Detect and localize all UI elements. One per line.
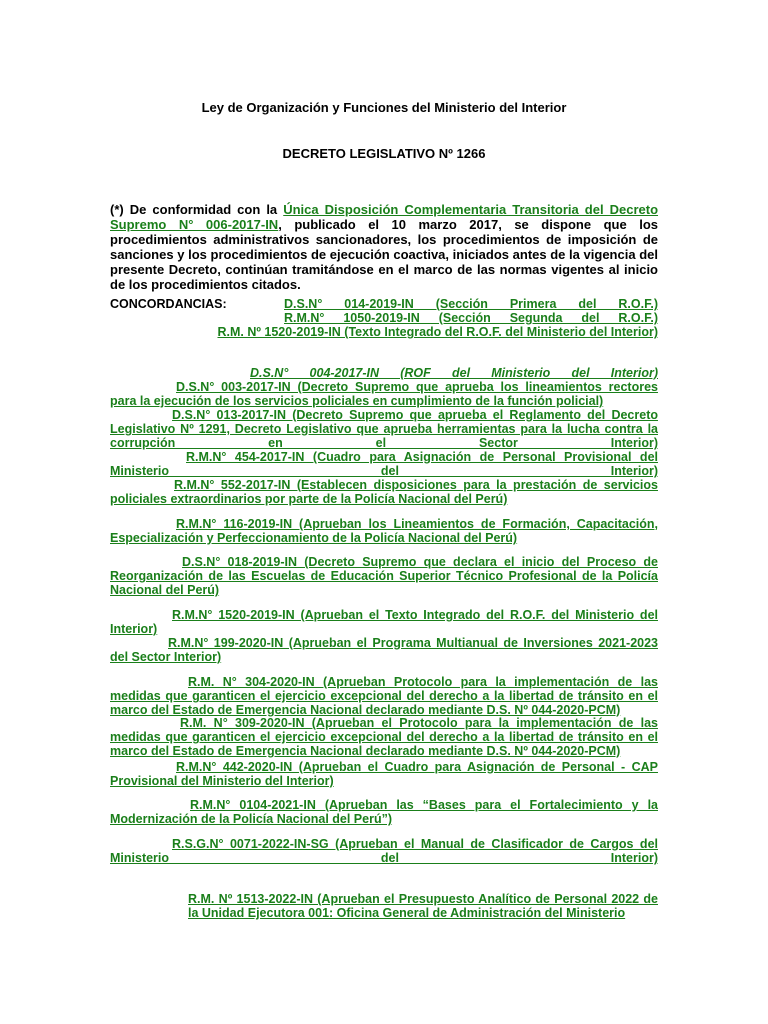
ref-link[interactable]: D.S.N° 013-2017-IN (Decreto Supremo que aprueba el Reglamento del Decreto Legislativo Nº 1291, Decreto Legislativo que aprueba herramientas para la lucha contra la corrupción en el Sector Interior) xyxy=(110,408,658,450)
ref-item xyxy=(110,380,658,408)
ref-item xyxy=(110,798,658,826)
ref-item xyxy=(110,675,658,717)
ref-item xyxy=(110,408,658,450)
ref-link[interactable]: D.S.N° 004-2017-IN (ROF del Ministerio del Interior) xyxy=(250,366,658,380)
ref-item xyxy=(110,517,658,545)
ref-item xyxy=(110,636,658,664)
note-link[interactable]: Única Disposición Complementaria Transitoria del Decreto Supremo N° 006-2017-IN xyxy=(110,202,659,232)
ref-link[interactable]: R.S.G.N° 0071-2022-IN-SG (Aprueban el Manual de Clasificador de Cargos del Ministerio del Interior) xyxy=(110,837,658,865)
ref-link[interactable]: R.M.N° 442-2020-IN (Aprueban el Cuadro para Asignación de Personal - CAP Provisional del Ministerio del Interior) xyxy=(110,760,658,788)
ref-link[interactable]: R.M.N° 116-2019-IN (Aprueban los Lineamientos de Formación, Capacitación, Especialización y Perfeccionamiento de la Policía Nacional del Perú) xyxy=(110,517,658,545)
note-suffix: , publicado el 10 marzo 2017, se dispone que los procedimientos administrativos sancionadores, los procedimientos de imposición de sanciones y los procedimientos de ejecución coactiva, iniciados antes de la vigencia del presente Decreto, continúan tramitándose en el marco de las normas vigentes al inicio de los procedimientos citados. xyxy=(110,217,658,292)
ref-item xyxy=(110,366,658,380)
concordancia-link[interactable]: R.M. Nº 1520-2019-IN (Texto Integrado del R.O.F. del Ministerio del Interior) xyxy=(217,325,658,339)
ref-link[interactable]: R.M.N° 199-2020-IN (Aprueban el Programa Multianual de Inversiones 2021-2023 del Sector Interior) xyxy=(110,636,658,664)
law-title: Ley de Organización y Funciones del Ministerio del Interior xyxy=(201,100,567,115)
ref-link[interactable]: R.M. N° 309-2020-IN (Aprueban el Protocolo para la implementación de las medidas que garanticen el ejercicio excepcional del derecho a la libertad de tránsito en el marco del Estado de Emergencia Nacional declarado mediante D.S. Nº 044-2020-PCM) xyxy=(110,716,658,758)
ref-link[interactable]: R.M.N° 454-2017-IN (Cuadro para Asignación de Personal Provisional del Ministerio del Interior) xyxy=(110,450,658,478)
ref-link[interactable]: D.S.N° 003-2017-IN (Decreto Supremo que aprueba los lineamientos rectores para la ejecución de los servicios policiales en cumplimiento de la función policial) xyxy=(110,380,658,408)
concordancia-link[interactable]: D.S.N° 014-2019-IN (Sección Primera del R.O.F.) xyxy=(284,297,658,311)
ref-item xyxy=(110,716,658,758)
ref-item xyxy=(110,478,658,506)
ref-item xyxy=(110,760,658,788)
ref-item xyxy=(110,892,658,920)
ref-link[interactable]: R.M. Nº 1513-2022-IN (Aprueban el Presupuesto Analítico de Personal 2022 de la Unidad Ejecutora 001: Oficina General de Administración del Ministerio xyxy=(188,892,658,920)
concordancias-block xyxy=(110,297,658,339)
ref-item xyxy=(110,837,658,865)
note-prefix: (*) De conformidad con la xyxy=(110,202,284,217)
ref-link[interactable]: R.M.N° 0104-2021-IN (Aprueban las “Bases para el Fortalecimiento y la Modernización de la Policía Nacional del Perú”) xyxy=(110,798,658,826)
ref-link[interactable]: D.S.N° 018-2019-IN (Decreto Supremo que declara el inicio del Proceso de Reorganización de las Escuelas de Educación Superior Técnico Profesional de la Policía Nacional del Perú) xyxy=(110,555,658,597)
concordancias-label: CONCORDANCIAS: xyxy=(110,297,227,311)
concordancia-link[interactable]: R.M.N° 1050-2019-IN (Sección Segunda del R.O.F.) xyxy=(284,311,658,325)
ref-item xyxy=(110,555,658,597)
ref-link[interactable]: R.M. N° 304-2020-IN (Aprueban Protocolo para la implementación de las medidas que garanticen el ejercicio excepcional del derecho a la libertad de tránsito en el marco del Estado de Emergencia Nacional declarado mediante D.S. Nº 044-2020-PCM) xyxy=(110,675,658,717)
transitory-note xyxy=(110,202,658,292)
ref-item xyxy=(110,450,658,478)
ref-item xyxy=(110,608,658,636)
decree-title: DECRETO LEGISLATIVO Nº 1266 xyxy=(282,146,486,161)
ref-link[interactable]: R.M.N° 552-2017-IN (Establecen disposiciones para la prestación de servicios policiales extraordinarios por parte de la Policía Nacional del Perú) xyxy=(110,478,658,506)
ref-link[interactable]: R.M.N° 1520-2019-IN (Aprueban el Texto Integrado del R.O.F. del Ministerio del Interior) xyxy=(110,608,658,636)
